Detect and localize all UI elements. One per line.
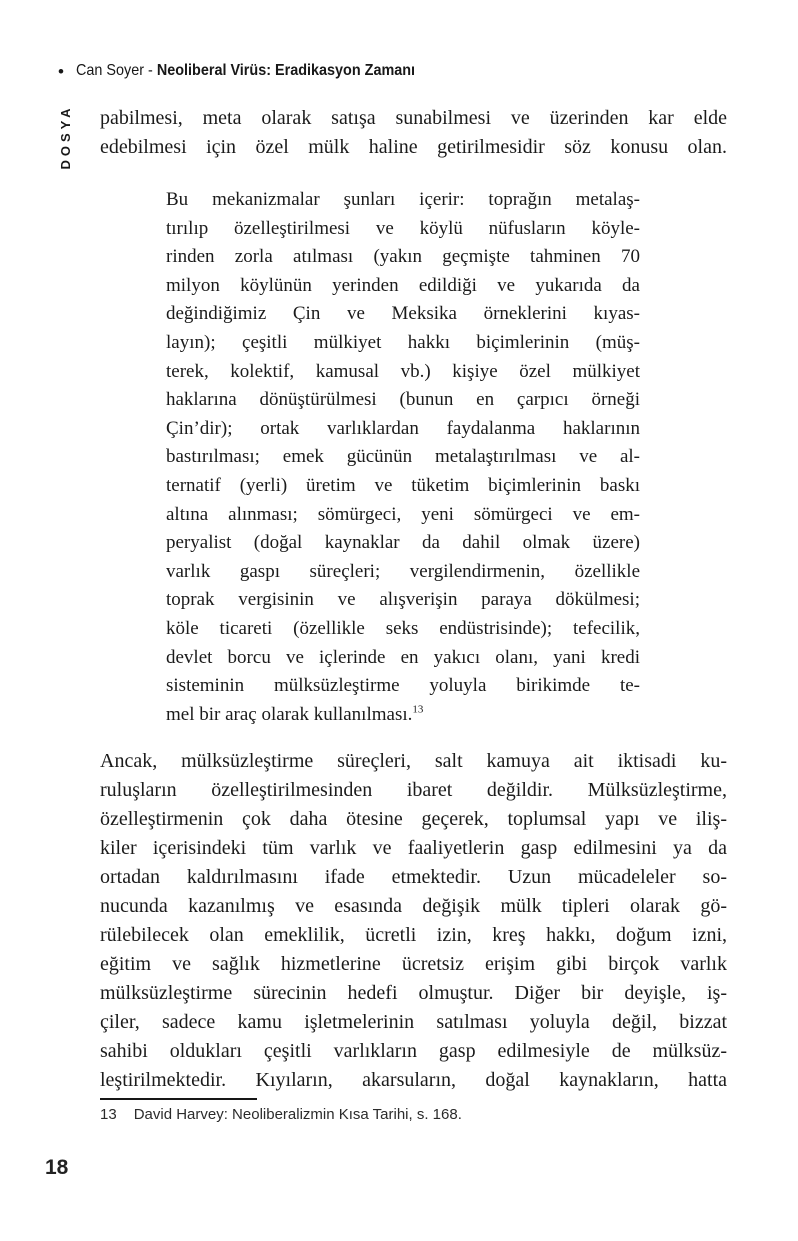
- page-header: [58, 62, 453, 80]
- bullet-icon: •: [58, 61, 64, 81]
- text-line: değindiğimiz Çin ve Meksika örneklerini kıyas-: [166, 303, 640, 325]
- text-line: ortadan kaldırılmasını ifade etmektedir. Uzun mücadeleler so-: [100, 866, 727, 888]
- footnote-divider: [100, 1098, 257, 1100]
- text-line: kiler içerisindeki tüm varlık ve faaliyetlerin gasp edilmesini ya da: [100, 837, 727, 859]
- text-line: peryalist (doğal kaynaklar da dahil olmak üzere): [166, 532, 640, 554]
- footnote-number: 13: [100, 1106, 117, 1123]
- paragraph-2: [100, 747, 727, 1095]
- header-title: Neoliberal Virüs: Eradikasyon Zamanı: [156, 62, 416, 79]
- header-author: Can Soyer -: [75, 62, 157, 79]
- text-line: Bu mekanizmalar şunları içerir: toprağın metalaş-: [166, 189, 640, 210]
- text-line: altına alınması; sömürgeci, yeni sömürgeci ve em-: [166, 503, 640, 525]
- footnote-reference: 13: [412, 703, 424, 716]
- sidebar-vertical-label: DOSYA: [58, 104, 73, 170]
- text-line: mülksüzleştirme sürecinin hedefi olmuştur. Diğer bir deyişle, iş-: [100, 982, 727, 1004]
- quote-last-text: mel bir araç olarak kullanılması.: [166, 703, 413, 725]
- text-line: köle ticareti (özellikle seks endüstrisinde); tefecilik,: [166, 617, 640, 639]
- text-line: milyon köylünün yerinden edildiği ve yukarıda da: [166, 274, 640, 296]
- text-line: özelleştirmenin çok daha ötesine geçerek, toplumsal yapı ve iliş-: [100, 808, 727, 830]
- text-line: haklarına dönüştürülmesi (bunun en çarpıcı örneği: [166, 389, 640, 411]
- text-line: layın); çeşitli mülkiyet hakkı biçimlerinin (müş-: [166, 331, 640, 353]
- text-line: Ancak, mülksüzleştirme süreçleri, salt kamuya ait iktisadi ku-: [100, 750, 727, 772]
- text-line: edebilmesi için özel mülk haline getirilmesidir söz konusu olan.: [100, 136, 727, 158]
- text-line: bastırılması; emek gücünün metalaştırılması ve al-: [166, 446, 640, 468]
- text-line: varlık gaspı süreçleri; vergilendirmenin, özellikle: [166, 560, 640, 582]
- text-line: nucunda kazanılmış ve esasında değişik mülk tipleri olarak gö-: [100, 895, 727, 917]
- text-line: toprak vergisinin ve alışverişin paraya dökülmesi;: [166, 589, 640, 611]
- text-line: tırılıp özelleştirilmesi ve köylü nüfusların köyle-: [166, 217, 640, 239]
- text-line: sisteminin mülksüzleştirme yoluyla birikimde te-: [166, 675, 640, 697]
- text-line: leştirilmektedir. Kıyıların, akarsuların, doğal kaynakların, hatta: [100, 1069, 727, 1091]
- text-line: çiler, sadece kamu işletmelerinin satılması yoluyla değil, bizzat: [100, 1011, 727, 1033]
- text-line: eğitim ve sağlık hizmetlerine ücretsiz erişim gibi birçok varlık: [100, 953, 727, 975]
- text-line: Çin’dir); ortak varlıklardan faydalanma haklarının: [166, 417, 640, 439]
- text-line: ternatif (yerli) üretim ve tüketim biçimlerinin baskı: [166, 474, 640, 496]
- text-line: sahibi oldukları çeşitli varlıkların gasp edilmesiyle de mülksüz-: [100, 1040, 727, 1062]
- block-quote-last-line: [166, 701, 640, 730]
- block-quote-lines: [166, 186, 640, 701]
- header-text: [76, 62, 415, 80]
- text-line: terek, kolektif, kamusal vb.) kişiye özel mülkiyet: [166, 360, 640, 382]
- paragraph-1: [100, 104, 727, 162]
- block-quote: [166, 186, 640, 729]
- page-number: 18: [45, 1156, 69, 1179]
- footnote-text: David Harvey: Neoliberalizmin Kısa Tarihi, s. 168.: [133, 1106, 462, 1123]
- text-line: devlet borcu ve içlerinde en yakıcı olanı, yani kredi: [166, 646, 640, 668]
- text-line: rülebilecek olan emeklilik, ücretli izin, kreş hakkı, doğum izni,: [100, 924, 727, 946]
- footnote: [100, 1106, 462, 1123]
- text-line: pabilmesi, meta olarak satışa sunabilmesi ve üzerinden kar elde: [100, 107, 727, 129]
- text-line: ruluşların özelleştirilmesinden ibaret değildir. Mülksüzleştirme,: [100, 779, 727, 801]
- text-line: rinden zorla atılması (yakın geçmişte tahminen 70: [166, 246, 640, 268]
